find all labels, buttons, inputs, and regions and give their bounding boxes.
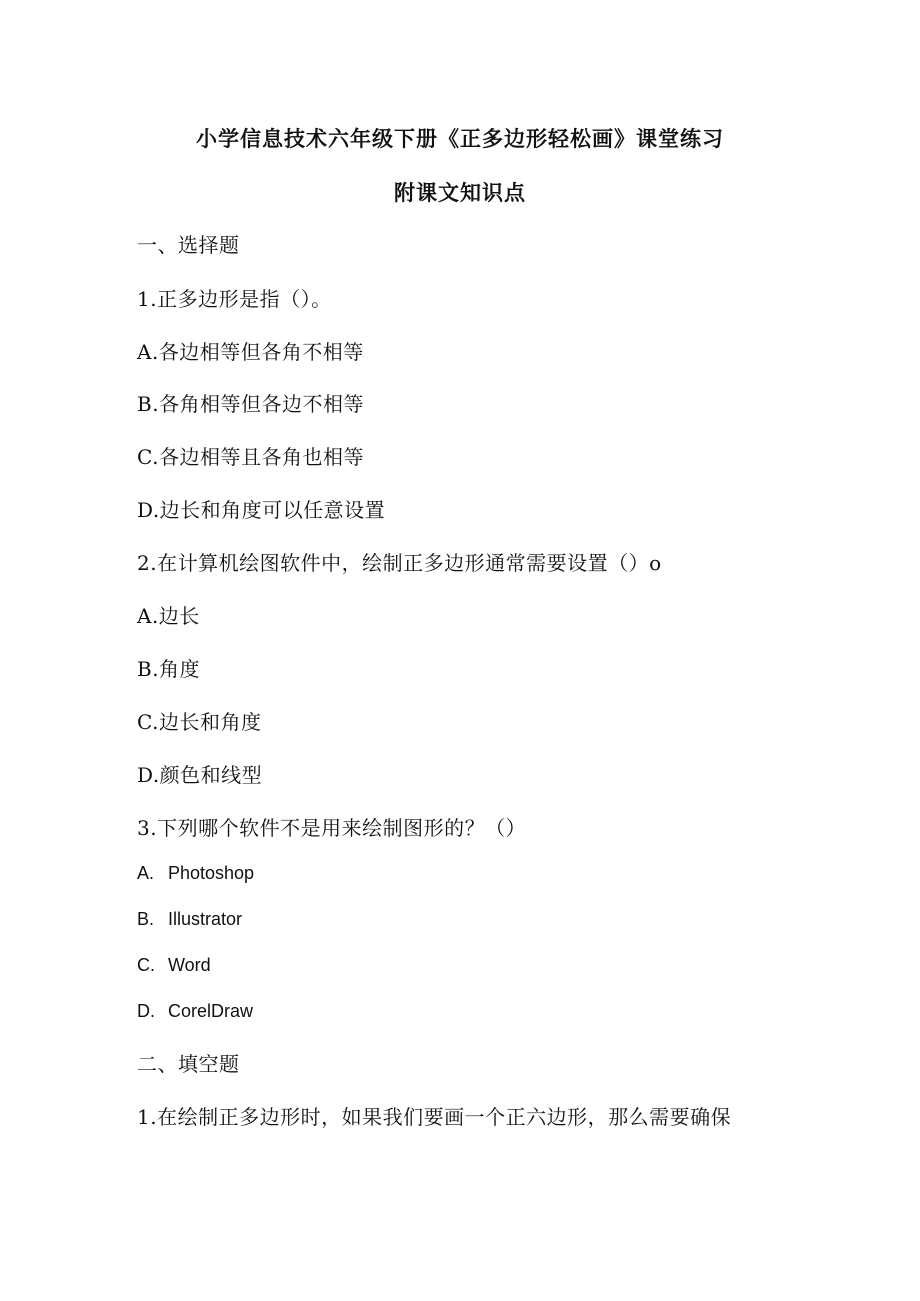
question-2-option-b: B.角度 [137,657,201,681]
question-2-option-d: D.颜色和线型 [137,763,263,787]
question-3-option-c [137,955,211,976]
section-heading-fill: 二、填空题 [137,1052,240,1076]
question-2-option-c: C.边长和角度 [137,710,262,734]
option-text: Photoshop [168,863,255,883]
document-subtitle: 附课文知识点 [394,180,526,205]
question-1-option-c: C.各边相等且各角也相等 [137,445,364,469]
option-letter: A. [137,863,155,883]
option-text: Word [168,955,211,975]
option-text: CorelDraw [168,1001,254,1021]
question-1-stem: 1.正多边形是指（）。 [137,287,332,311]
question-2-stem: 2.在计算机绘图软件中，绘制正多边形通常需要设置（）o [137,551,662,575]
option-letter: C. [137,955,155,975]
option-letter: B. [137,909,155,929]
question-3-option-d [137,1001,253,1022]
document-title: 小学信息技术六年级下册《正多边形轻松画》课堂练习 [196,126,724,151]
section-heading-choice: 一、选择题 [137,233,240,257]
question-3-stem: 3.下列哪个软件不是用来绘制图形的？（） [137,816,527,840]
option-text: Illustrator [168,909,243,929]
question-3-option-a [137,863,254,884]
question-1-option-a: A.各边相等但各角不相等 [137,340,364,364]
question-3-option-b [137,909,242,930]
option-letter: D. [137,1001,155,1021]
fill-question-1: 1.在绘制正多边形时，如果我们要画一个正六边形，那么需要确保 [137,1105,732,1129]
question-2-option-a: A.边长 [137,604,200,628]
question-1-option-b: B.各角相等但各边不相等 [137,392,365,416]
question-1-option-d: D.边长和角度可以任意设置 [137,498,386,522]
